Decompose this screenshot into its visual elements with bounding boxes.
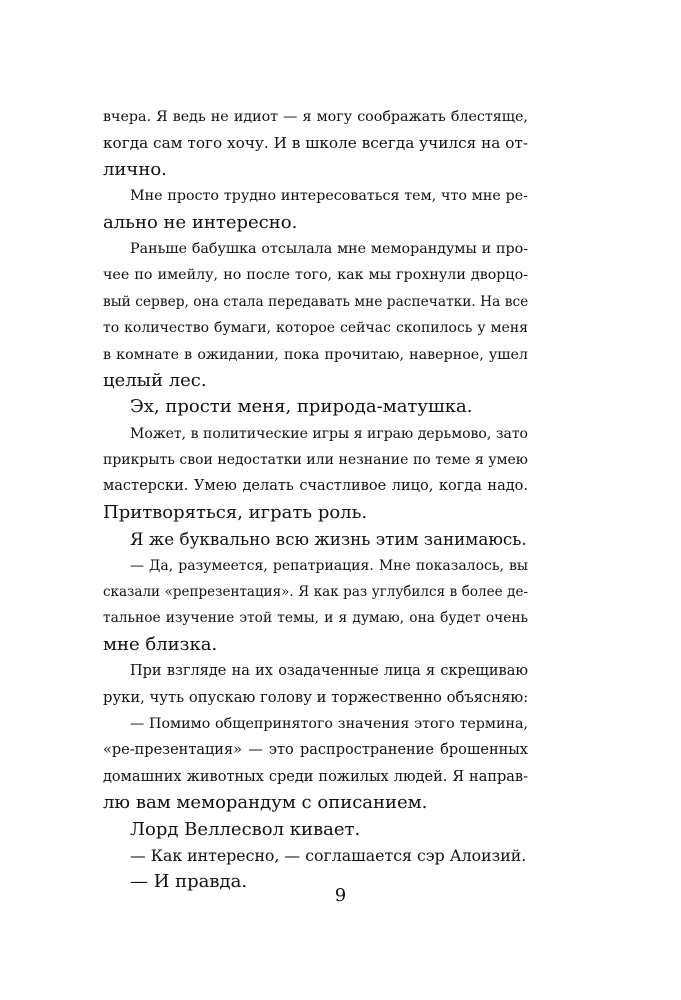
text-line: Мне просто трудно интересоваться тем, что мне ре- (130, 188, 528, 205)
text-line: вый сервер, она стала передавать мне распечатки. На все (103, 293, 529, 310)
text-line: то количество бумаги, которое сейчас скопилось у меня (103, 320, 528, 337)
text-line: лично. (103, 158, 167, 180)
text-line: прикрыть свои недостатки или незнание по теме я умею (103, 452, 528, 469)
text-line: руки, чуть опускаю голову и торжественно объясняю: (103, 688, 529, 706)
text-line: когда сам того хочу. И в школе всегда учился на от- (103, 134, 528, 153)
text-line: При взгляде на их озадаченные лица я скрещиваю (130, 663, 528, 680)
text-line: ально не интересно. (103, 211, 298, 233)
text-line: лю вам меморандум с описанием. (103, 792, 428, 814)
text-line: — Помимо общепринятого значения этого термина, (130, 715, 528, 732)
text-line: мне близка. (103, 633, 218, 655)
text-line: чее по имейлу, но после того, как мы грохнули дворцо- (103, 267, 528, 284)
text-line: целый лес. (103, 369, 207, 391)
text-line: — Да, разумеется, репатриация. Мне показалось, вы (130, 557, 528, 574)
text-line: Раньше бабушка отсылала мне меморандумы и про- (130, 240, 528, 257)
text-line: Притворяться, играть роль. (103, 501, 368, 523)
text-line: Эх, прости меня, природа-матушка. (130, 396, 473, 418)
text-line: Может, в политические игры я играю дерьмово, зато (130, 425, 528, 442)
page-number: 9 (334, 885, 347, 906)
text-line: Лорд Веллесвол кивает. (130, 818, 361, 840)
text-line: мастерски. Умею делать счастливое лицо, когда надо. (103, 478, 528, 495)
text-line: тальное изучение этой темы, и я думаю, она будет очень (103, 610, 528, 627)
body-text (103, 104, 528, 896)
text-line: вчера. Я ведь не идиот — я могу соображать блестяще, (103, 109, 528, 125)
text-line: — Как интересно, — соглашается сэр Алоизий. (130, 845, 527, 865)
text-line: домашних животных среди пожилых людей. Я направ- (103, 768, 528, 785)
text-line: «ре-презентация» — это распространение брошенных (103, 742, 528, 759)
text-line: — И правда. (130, 871, 248, 893)
text-line: Я же буквально всю жизнь этим занимаюсь. (130, 529, 527, 550)
text-line: в комнате в ожидании, пока прочитаю, наверное, ушел (103, 346, 528, 363)
text-line: сказали «репрезентация». Я как раз углубился в более де- (103, 584, 528, 601)
